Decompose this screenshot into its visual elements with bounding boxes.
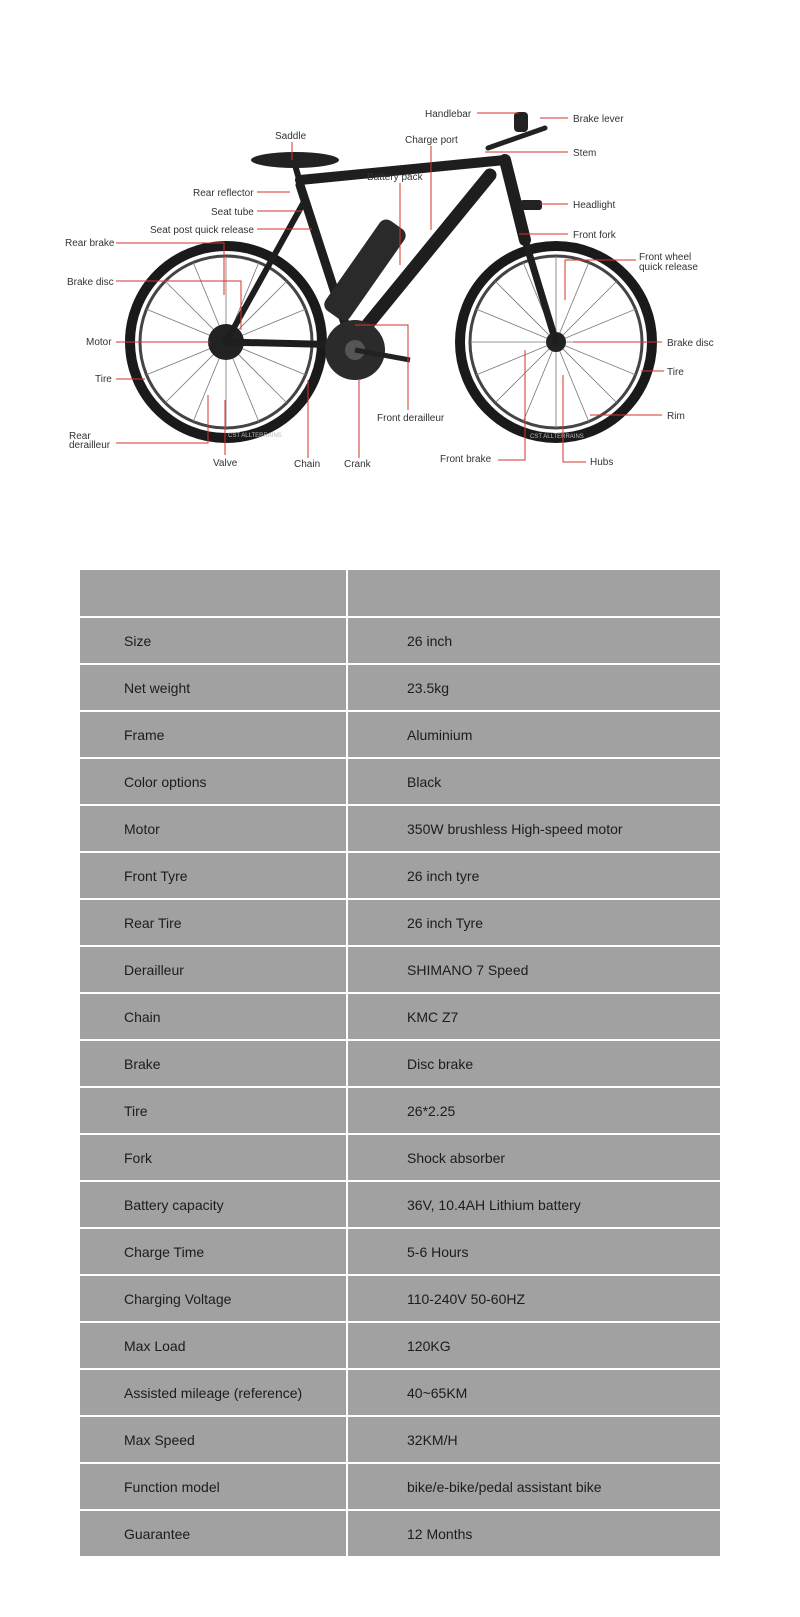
label-seat-post-quick-release: Seat post quick release: [150, 225, 254, 236]
spec-value: 26 inch: [348, 618, 720, 663]
label-rear-derailleur-2: derailleur: [69, 440, 111, 451]
spec-value: 23.5kg: [348, 665, 720, 710]
label-rim: Rim: [667, 411, 685, 422]
label-charge-port: Charge port: [405, 135, 458, 146]
table-row: [80, 1182, 720, 1227]
spec-name: Battery capacity: [80, 1182, 346, 1227]
spec-value: 5-6 Hours: [348, 1229, 720, 1274]
spec-value: 26 inch Tyre: [348, 900, 720, 945]
spec-value: 26 inch tyre: [348, 853, 720, 898]
spec-name: Charge Time: [80, 1229, 346, 1274]
label-seat-tube: Seat tube: [211, 207, 254, 218]
spec-value: Black: [348, 759, 720, 804]
spec-name: Guarantee: [80, 1511, 346, 1556]
label-handlebar: Handlebar: [425, 109, 472, 120]
label-motor: Motor: [86, 337, 112, 348]
spec-value: 36V, 10.4AH Lithium battery: [348, 1182, 720, 1227]
label-front-wheel-qr-2: quick release: [639, 262, 698, 273]
label-tire-front: Tire: [667, 367, 684, 378]
spec-value: KMC Z7: [348, 994, 720, 1039]
label-chain: Chain: [294, 459, 321, 470]
table-row: [80, 900, 720, 945]
label-front-derailleur: Front derailleur: [377, 413, 445, 424]
table-row: [80, 712, 720, 757]
table-row: [80, 1370, 720, 1415]
spec-value: 120KG: [348, 1323, 720, 1368]
label-brake-disc-rear: Brake disc: [67, 277, 114, 288]
label-headlight: Headlight: [573, 200, 616, 211]
spec-name: Size: [80, 618, 346, 663]
table-row: [80, 665, 720, 710]
label-brake-disc-front: Brake disc: [667, 338, 714, 349]
spec-value: 32KM/H: [348, 1417, 720, 1462]
label-rear-reflector: Rear reflector: [193, 188, 254, 199]
label-stem: Stem: [573, 148, 597, 159]
table-row: [80, 1511, 720, 1556]
spec-value: Shock absorber: [348, 1135, 720, 1180]
spec-name: Charging Voltage: [80, 1276, 346, 1321]
table-row: [80, 618, 720, 663]
table-row: [80, 853, 720, 898]
table-row: [80, 1464, 720, 1509]
label-front-wheel-qr-1: Front wheel: [639, 252, 692, 263]
spec-name: Brake: [80, 1041, 346, 1086]
label-front-brake: Front brake: [440, 454, 492, 465]
table-row: [80, 1135, 720, 1180]
table-row: [80, 1229, 720, 1274]
table-row: [80, 806, 720, 851]
spec-value: 40~65KM: [348, 1370, 720, 1415]
battery-pack-shape: [321, 216, 409, 323]
spec-value: 26*2.25: [348, 1088, 720, 1133]
table-row: [80, 947, 720, 992]
header-cell-name: [80, 570, 346, 616]
label-battery-pack: Battery pack: [367, 172, 423, 183]
label-brake-lever: Brake lever: [573, 114, 624, 125]
spec-value: 110-240V 50-60HZ: [348, 1276, 720, 1321]
spec-table: [80, 570, 720, 1558]
rear-tire-brand: CST ALLTERRAINS: [228, 433, 282, 439]
label-tire-rear: Tire: [95, 374, 112, 385]
front-tire-brand: CST ALLTERRAINS: [530, 434, 584, 440]
bike-diagram: [0, 0, 800, 500]
table-row: [80, 1088, 720, 1133]
table-header-row: [80, 570, 720, 616]
label-front-fork: Front fork: [573, 230, 616, 241]
spec-name: Rear Tire: [80, 900, 346, 945]
saddle-shape: [251, 152, 339, 168]
spec-name: Net weight: [80, 665, 346, 710]
header-cell-value: [348, 570, 720, 616]
table-row: [80, 1323, 720, 1368]
spec-value: 350W brushless High-speed motor: [348, 806, 720, 851]
label-valve: Valve: [213, 458, 238, 469]
table-row: [80, 1041, 720, 1086]
label-saddle: Saddle: [275, 131, 307, 142]
spec-name: Function model: [80, 1464, 346, 1509]
spec-name: Max Load: [80, 1323, 346, 1368]
spec-name: Fork: [80, 1135, 346, 1180]
spec-name: Front Tyre: [80, 853, 346, 898]
label-rear-brake: Rear brake: [65, 238, 115, 249]
spec-value: SHIMANO 7 Speed: [348, 947, 720, 992]
spec-name: Frame: [80, 712, 346, 757]
spec-value: bike/e-bike/pedal assistant bike: [348, 1464, 720, 1509]
label-hubs: Hubs: [590, 457, 614, 468]
spec-value: Disc brake: [348, 1041, 720, 1086]
spec-name: Max Speed: [80, 1417, 346, 1462]
table-row: [80, 1417, 720, 1462]
table-row: [80, 994, 720, 1039]
spec-name: Color options: [80, 759, 346, 804]
spec-name: Motor: [80, 806, 346, 851]
label-crank: Crank: [344, 459, 371, 470]
spec-name: Chain: [80, 994, 346, 1039]
table-row: [80, 1276, 720, 1321]
label-rear-derailleur-1: Rear: [69, 431, 91, 442]
spec-name: Tire: [80, 1088, 346, 1133]
spec-value: 12 Months: [348, 1511, 720, 1556]
spec-name: Assisted mileage (reference): [80, 1370, 346, 1415]
table-row: [80, 759, 720, 804]
spec-name: Derailleur: [80, 947, 346, 992]
spec-value: Aluminium: [348, 712, 720, 757]
